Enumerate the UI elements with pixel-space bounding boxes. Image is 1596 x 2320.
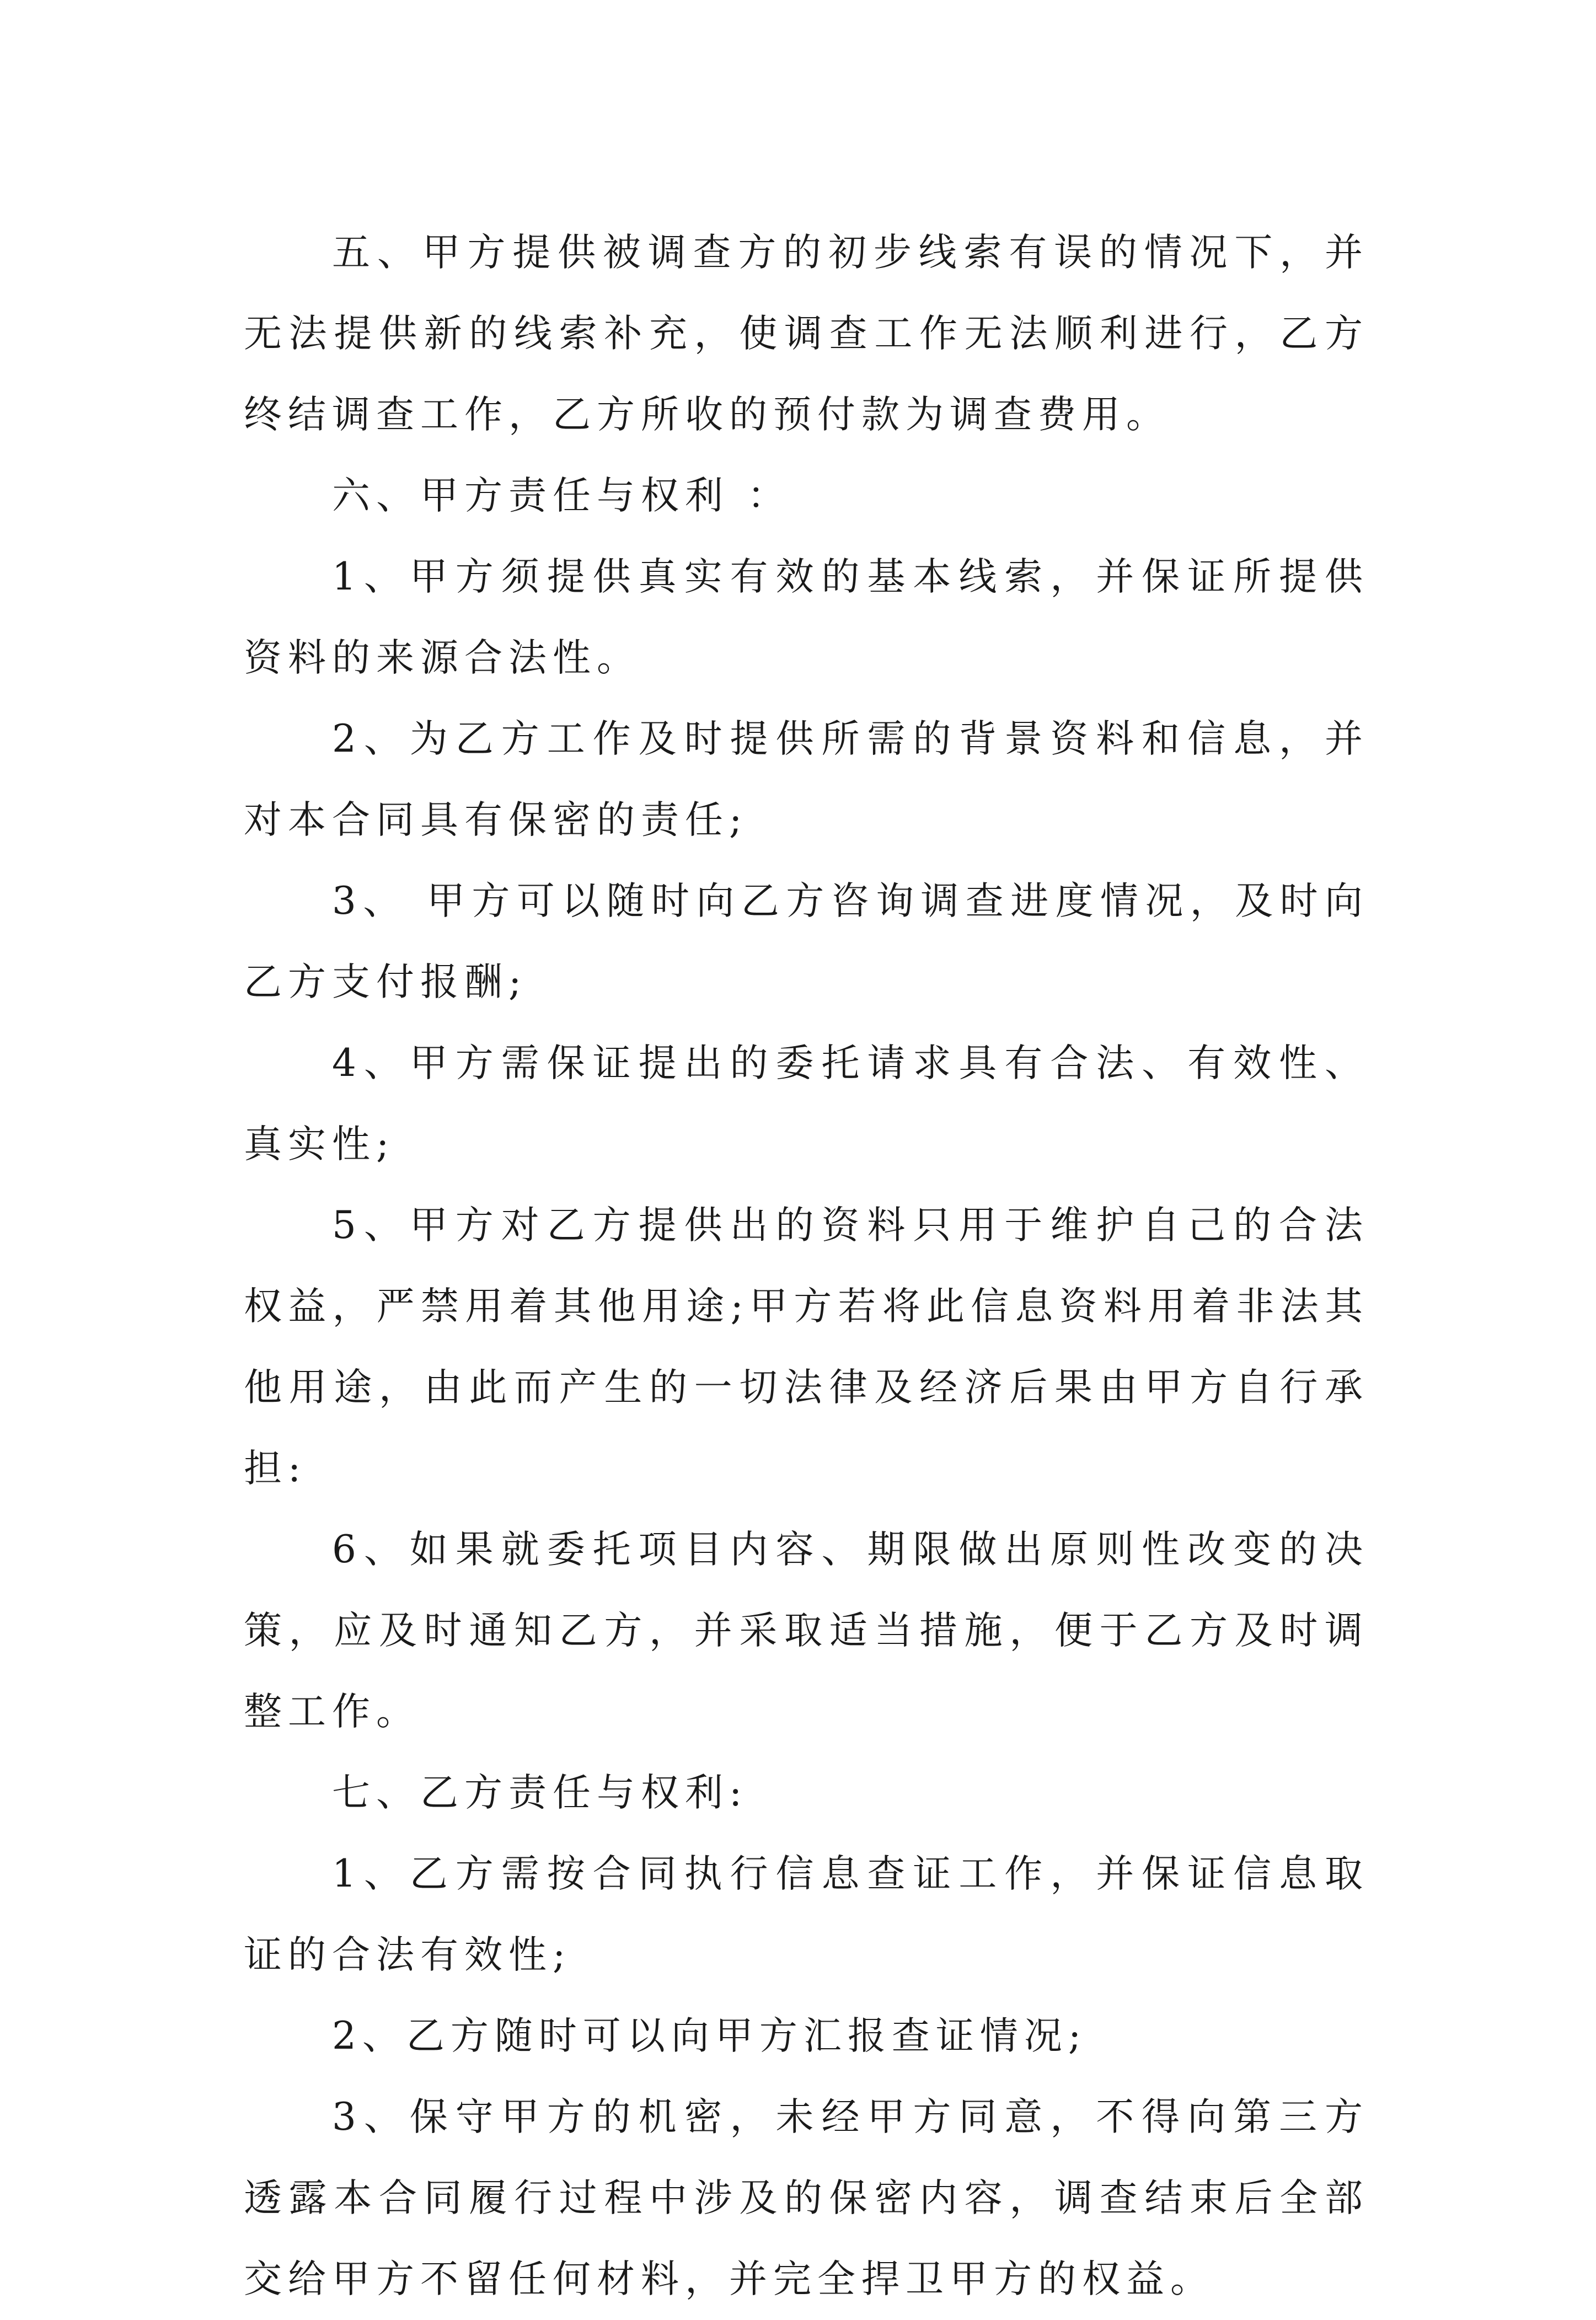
clause-5: 五、甲方提供被调查方的初步线索有误的情况下，并无法提供新的线索补充，使调查工作无法顺利进行，乙方终结调查工作，乙方所收的预付款为调查费用。	[244, 231, 1369, 437]
clause-6-4: 4、甲方需保证提出的委托请求具有合法、有效性、真实性;	[244, 1041, 1369, 1166]
clause-7-3: 3、保守甲方的机密，未经甲方同意，不得向第三方透露本合同履行过程中涉及的保密内容，调查结束后全部交给甲方不留任何材料，并完全捍卫甲方的权益。	[244, 2095, 1369, 2301]
clause-6-3: 3、 甲方可以随时向乙方咨询调查进度情况，及时向乙方支付报酬;	[244, 879, 1369, 1004]
clause-6-1: 1、甲方须提供真实有效的基本线索，并保证所提供资料的来源合法性。	[244, 555, 1369, 680]
clause-6-2: 2、为乙方工作及时提供所需的背景资料和信息，并对本合同具有保密的责任;	[244, 717, 1369, 842]
document-body	[244, 212, 1369, 2320]
clause-7-1: 1、乙方需按合同执行信息查证工作，并保证信息取证的合法有效性;	[244, 1852, 1369, 1977]
section-heading-7: 七、乙方责任与权利:	[332, 1771, 748, 1815]
clause-7-2: 2、乙方随时可以向甲方汇报查证情况;	[332, 2014, 1088, 2058]
clause-6-5: 5、甲方对乙方提供出的资料只用于维护自己的合法权益，严禁用着其他用途;甲方若将此信息资料用着非法其他用途，由此而产生的一切法律及经济后果由甲方自行承担:	[244, 1203, 1369, 1491]
clause-6-6: 6、如果就委托项目内容、期限做出原则性改变的决策，应及时通知乙方，并采取适当措施，便于乙方及时调整工作。	[244, 1528, 1369, 1734]
section-heading-6: 六、甲方责任与权利 ：	[332, 474, 791, 518]
